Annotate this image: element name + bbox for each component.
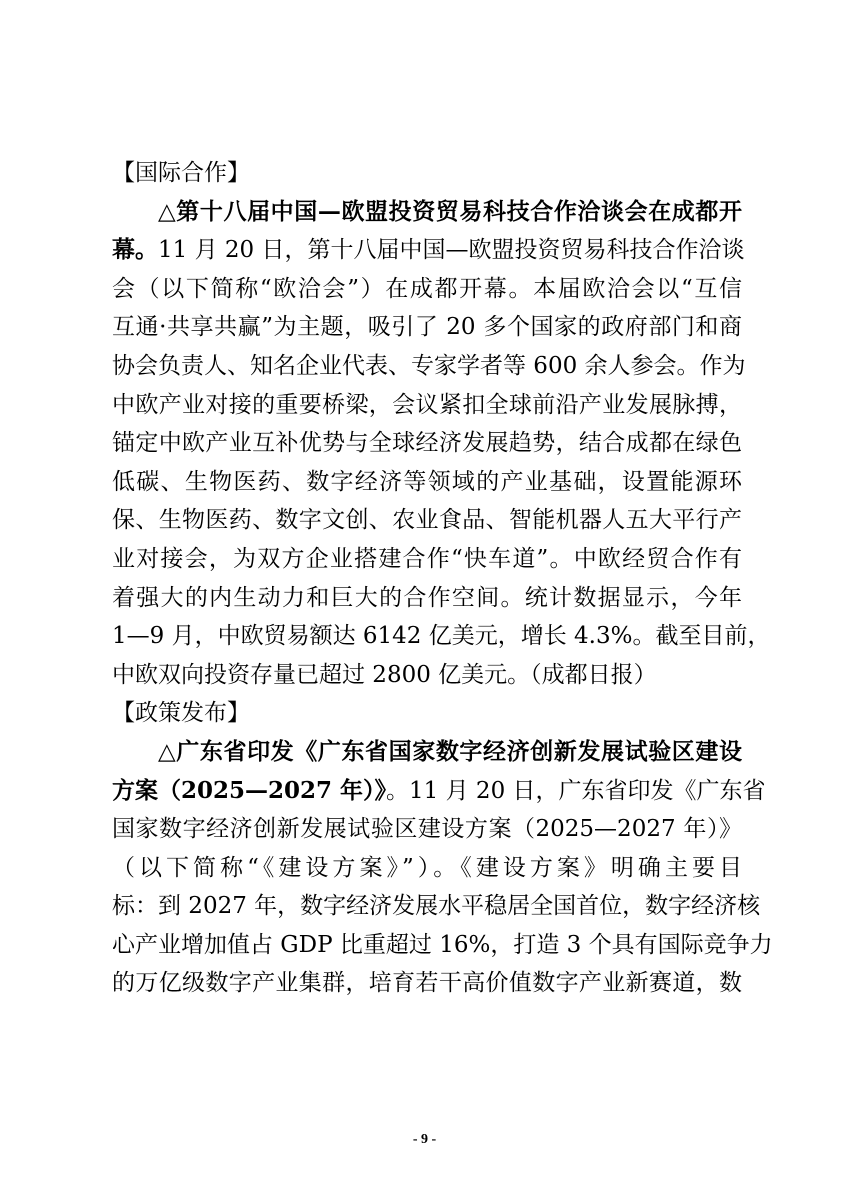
paragraph-line: 中欧产业对接的重要桥梁，会议紧扣全球前沿产业发展脉搏， [112,391,742,418]
news-headline: △第十八届中国—欧盟投资贸易科技合作洽谈会在成都开 [158,197,742,225]
section-heading-policy-release: 【政策发布】 [112,700,250,727]
paragraph-text: 11 月 20 日，第十八届中国—欧盟投资贸易科技合作洽谈 [158,237,745,264]
paragraph-line [112,772,766,811]
paragraph-line: 保、生物医药、数字文创、农业食品、智能机器人五大平行产 [112,507,742,534]
paragraph-line: 心产业增加值占 GDP 比重超过 16%，打造 3 个具有国际竞争力 [112,931,773,958]
paragraph-line: 会（以下简称“欧洽会”）在成都开幕。本届欧洽会以“互信 [112,275,742,302]
paragraph-line: 标：到 2027 年，数字经济发展水平稳居全国首位，数字经济核 [112,893,761,920]
body-text [112,154,773,1003]
paragraph-line: 低碳、生物医药、数字经济等领域的产业基础，设置能源环 [112,468,742,495]
paragraph-line: 国家数字经济创新发展试验区建设方案（2025—2027 年）》 [112,816,742,843]
paragraph-line: 协会负责人、知名企业代表、专家学者等 600 余人参会。作为 [112,352,746,379]
paragraph-line: 1—9 月，中欧贸易额达 6142 亿美元，增长 4.3%。截至目前， [112,623,771,650]
paragraph-line: 的万亿级数字产业集群，培育若干高价值数字产业新赛道，数 [112,970,742,997]
page-number: - 9 - [412,1132,437,1147]
section-heading-international-cooperation: 【国际合作】 [112,160,250,186]
news-headline-end: 方案（2025—2027 年）》 [112,776,387,804]
paragraph-line: （以下简称“《建设方案》”）。《建设方案》明确主要目 [112,854,742,881]
paragraph-line: 互通·共享共赢”为主题，吸引了 20 多个国家的政府部门和商 [112,314,742,341]
paragraph-line: 中欧双向投资存量已超过 2800 亿美元。（成都日报） [112,661,657,688]
news-headline: △广东省印发《广东省国家数字经济创新发展试验区建设 [158,737,742,765]
paragraph-text: 。11 月 20 日，广东省印发《广东省 [386,777,766,804]
paragraph-line: 业对接会，为双方企业搭建合作“快车道”。中欧经贸合作有 [112,545,742,572]
paragraph-line [112,231,745,270]
paragraph-line: 着强大的内生动力和巨大的合作空间。统计数据显示，今年 [112,584,742,611]
paragraph-line: 锚定中欧产业互补优势与全球经济发展趋势，结合成都在绿色 [112,430,742,457]
news-headline-end: 幕。 [112,236,158,264]
